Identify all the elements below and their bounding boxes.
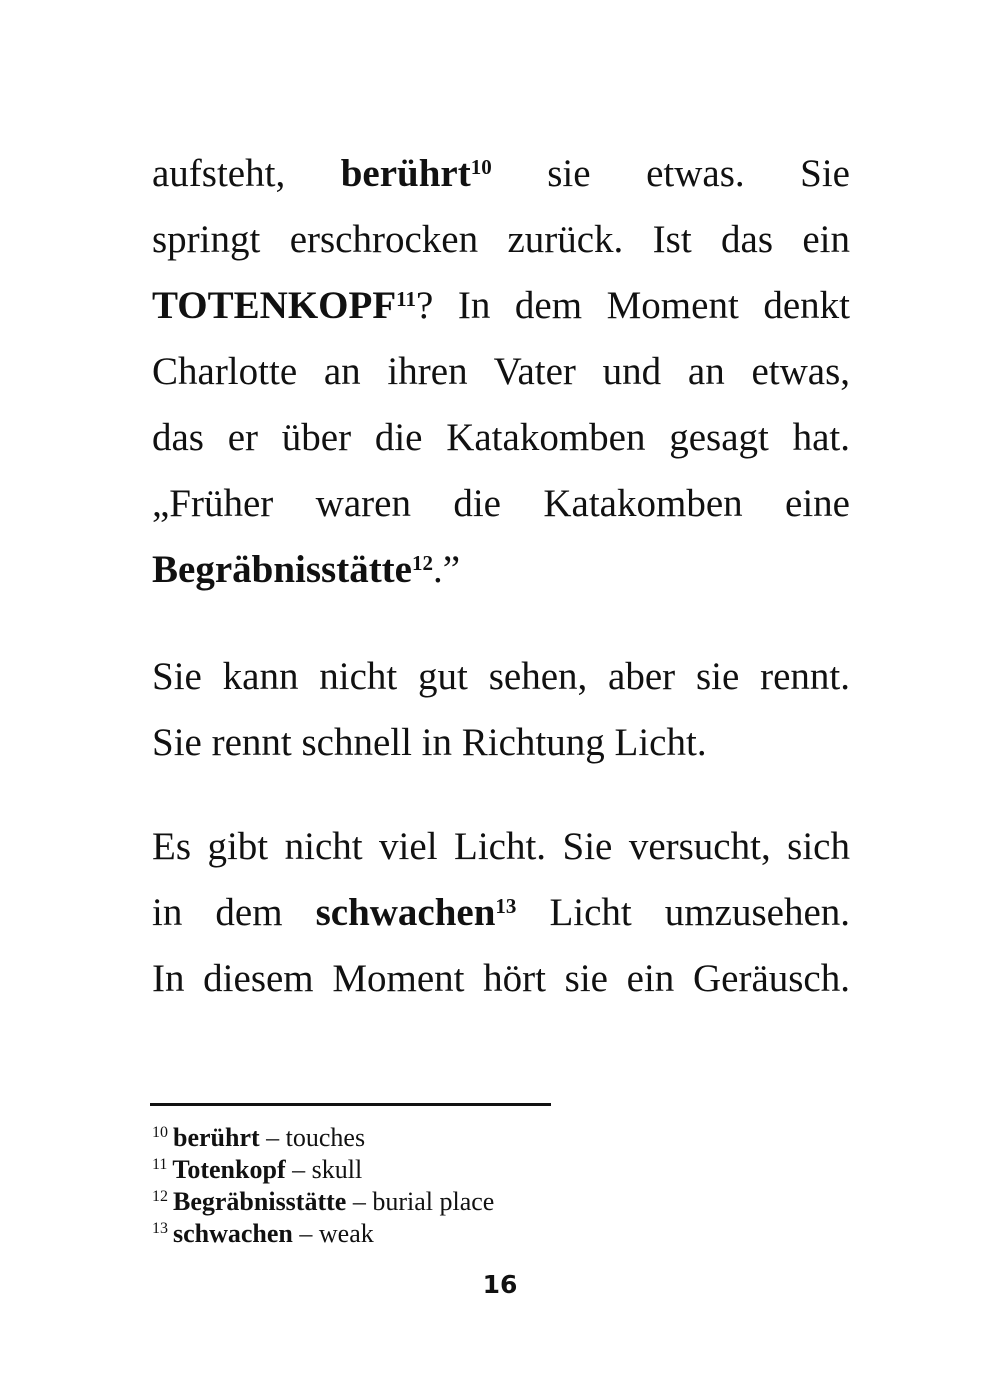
footnote-meaning: touches	[285, 1123, 366, 1152]
text-line: das er über die Katakomben gesagt hat.	[152, 416, 850, 459]
text-line: Es gibt nicht viel Licht. Sie versucht, sich	[152, 825, 850, 868]
text-line: Sie kann nicht gut sehen, aber sie rennt.	[152, 655, 850, 698]
text: Licht umzusehen.	[516, 891, 850, 934]
text-line: Sie rennt schnell in Richtung Licht.	[152, 721, 707, 764]
text: aufsteht,	[152, 152, 341, 195]
footnote-term: Begräbnisstätte	[173, 1187, 347, 1216]
footnote-number: 13	[152, 1220, 168, 1237]
footnote-number: 11	[152, 1156, 168, 1173]
footnote-term: berührt	[173, 1123, 260, 1152]
footnote-meaning: burial place	[372, 1187, 495, 1216]
text-line: „Früher waren die Katakomben eine	[152, 482, 850, 525]
text: ? In dem Moment denkt	[416, 284, 850, 327]
footnote	[152, 1154, 494, 1186]
text: sie etwas. Sie	[491, 152, 850, 195]
separator: –	[285, 1155, 312, 1184]
vocab-word: Begräbnisstätte	[152, 548, 412, 591]
footnote-ref: 11	[396, 287, 416, 311]
footnote-ref: 12	[411, 551, 433, 575]
paragraph-2	[152, 644, 850, 776]
separator: –	[346, 1187, 373, 1216]
text-line: springt erschrocken zurück. Ist das ein	[152, 218, 850, 261]
text-line	[152, 141, 850, 207]
footnotes	[152, 1122, 494, 1250]
text-line	[152, 273, 850, 339]
footnote-number: 12	[152, 1188, 168, 1205]
text-line	[152, 537, 850, 603]
paragraph-1	[152, 141, 850, 603]
footnote	[152, 1218, 494, 1250]
text-line: Charlotte an ihren Vater und an etwas,	[152, 350, 850, 393]
footnote-ref: 13	[495, 894, 517, 918]
vocab-word: TOTENKOPF	[152, 284, 397, 327]
text: .”	[432, 548, 461, 591]
footnote-term: schwachen	[173, 1219, 293, 1248]
footnote	[152, 1122, 494, 1154]
paragraph-3	[152, 814, 850, 1012]
separator: –	[292, 1219, 319, 1248]
footnote-meaning: skull	[311, 1155, 363, 1184]
text-line: In diesem Moment hört sie ein Geräusch.	[152, 957, 850, 1000]
text: in dem	[152, 891, 316, 934]
vocab-word: berührt	[340, 152, 471, 195]
footnote-term: Totenkopf	[172, 1155, 286, 1184]
page-number: 16	[482, 1270, 518, 1299]
footnote-number: 10	[152, 1124, 168, 1141]
footnote	[152, 1186, 494, 1218]
separator: –	[259, 1123, 286, 1152]
text-line	[152, 880, 850, 946]
footnote-ref: 10	[470, 155, 492, 179]
vocab-word: schwachen	[315, 891, 496, 934]
footnote-meaning: weak	[318, 1219, 374, 1248]
footnote-divider	[150, 1103, 551, 1106]
